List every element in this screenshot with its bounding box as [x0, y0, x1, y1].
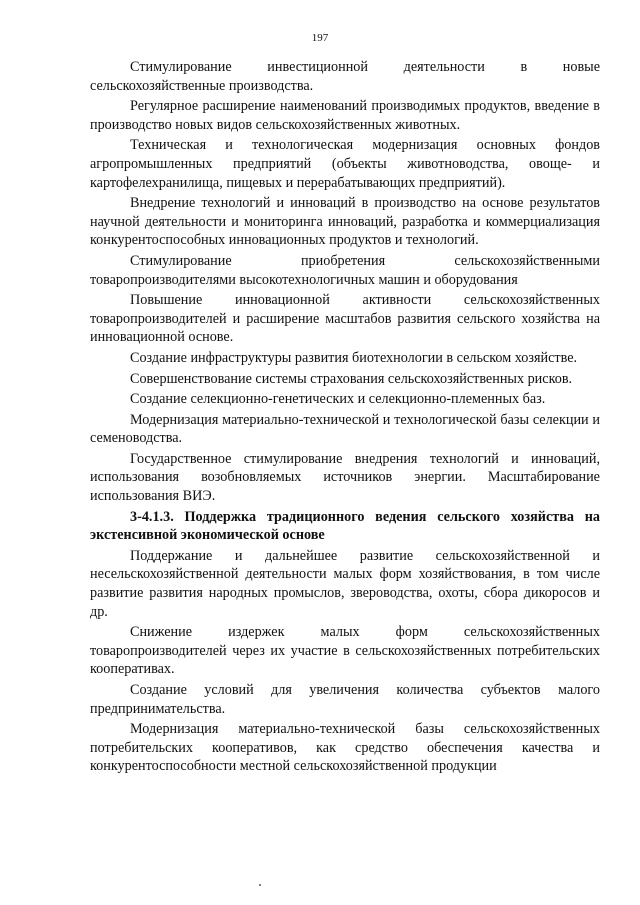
paragraph-biotech-infrastructure: Создание инфраструктуры развития биотехнологии в сельском хозяйстве. [130, 349, 578, 366]
scan-dot [259, 884, 261, 886]
paragraph-investment-stimulation: Стимулирование инвестиционной деятельности в новые сельскохозяйственные производства. [90, 59, 600, 94]
paragraph-small-business: Создание условий для увеличения количества субъектов малого предпринимательства. [90, 682, 600, 717]
paragraph-small-farms-development: Поддержание и дальнейшее развитие сельскохозяйственной и несельскохозяйственной деятельности малых форм хозяйствования, в том числе развитие развития народных промыслов, звероводства, охоты, сбора дикоросов и др. [90, 547, 600, 620]
document-body [90, 58, 600, 778]
page-number: 197 [311, 32, 329, 44]
paragraph-technical-modernization: Техническая и технологическая модернизация основных фондов агропромышленных предприятий (объекты животноводства, овоще- и картофелехранилища, пищевых и перерабатывающих предприятий). [90, 137, 600, 191]
paragraph-product-range-expansion: Регулярное расширение наименований производимых продуктов, введение в производство новых видов сельскохозяйственных животных. [90, 98, 600, 133]
paragraph-renewable-energy: Государственное стимулирование внедрения технологий и инноваций, использования возобновляемых источников энергии. Масштабирование использования ВИЭ. [90, 450, 600, 505]
section-heading: 3-4.1.3. Поддержка традиционного ведения сельского хозяйства на экстенсивной экономической основе [90, 508, 600, 544]
paragraph-cooperative-modernization: Модернизация материально-технической базы сельскохозяйственных потребительских кооперативов, как средство обеспечения качества и конкурентоспособности местной сельскохозяйственной продукции [90, 721, 600, 775]
paragraph-innovation-implementation: Внедрение технологий и инноваций в производство на основе результатов научной деятельности и мониторинга инноваций, разработка и коммерциализация конкурентоспособных инновационных продуктов и технологий. [90, 195, 600, 249]
paragraph-machinery-acquisition: Стимулирование приобретения сельскохозяйственными товаропроизводителями высокотехнологичных машин и оборудования [90, 252, 600, 288]
paragraph-cost-reduction: Снижение издержек малых форм сельскохозяйственных товаропроизводителей через их участие в сельскохозяйственных потребительских кооперативах. [90, 624, 600, 678]
paragraph-innovation-activity: Повышение инновационной активности сельскохозяйственных товаропроизводителей и расширение масштабов развития сельского хозяйства на инновационной основе. [90, 292, 600, 346]
paragraph-breeding-bases: Создание селекционно-генетических и селекционно-племенных баз. [130, 391, 546, 408]
paragraph-risk-insurance: Совершенствование системы страхования сельскохозяйственных рисков. [130, 370, 573, 387]
paragraph-seed-production: Модернизация материально-технической и технологической базы селекции и семеноводства. [90, 411, 600, 447]
